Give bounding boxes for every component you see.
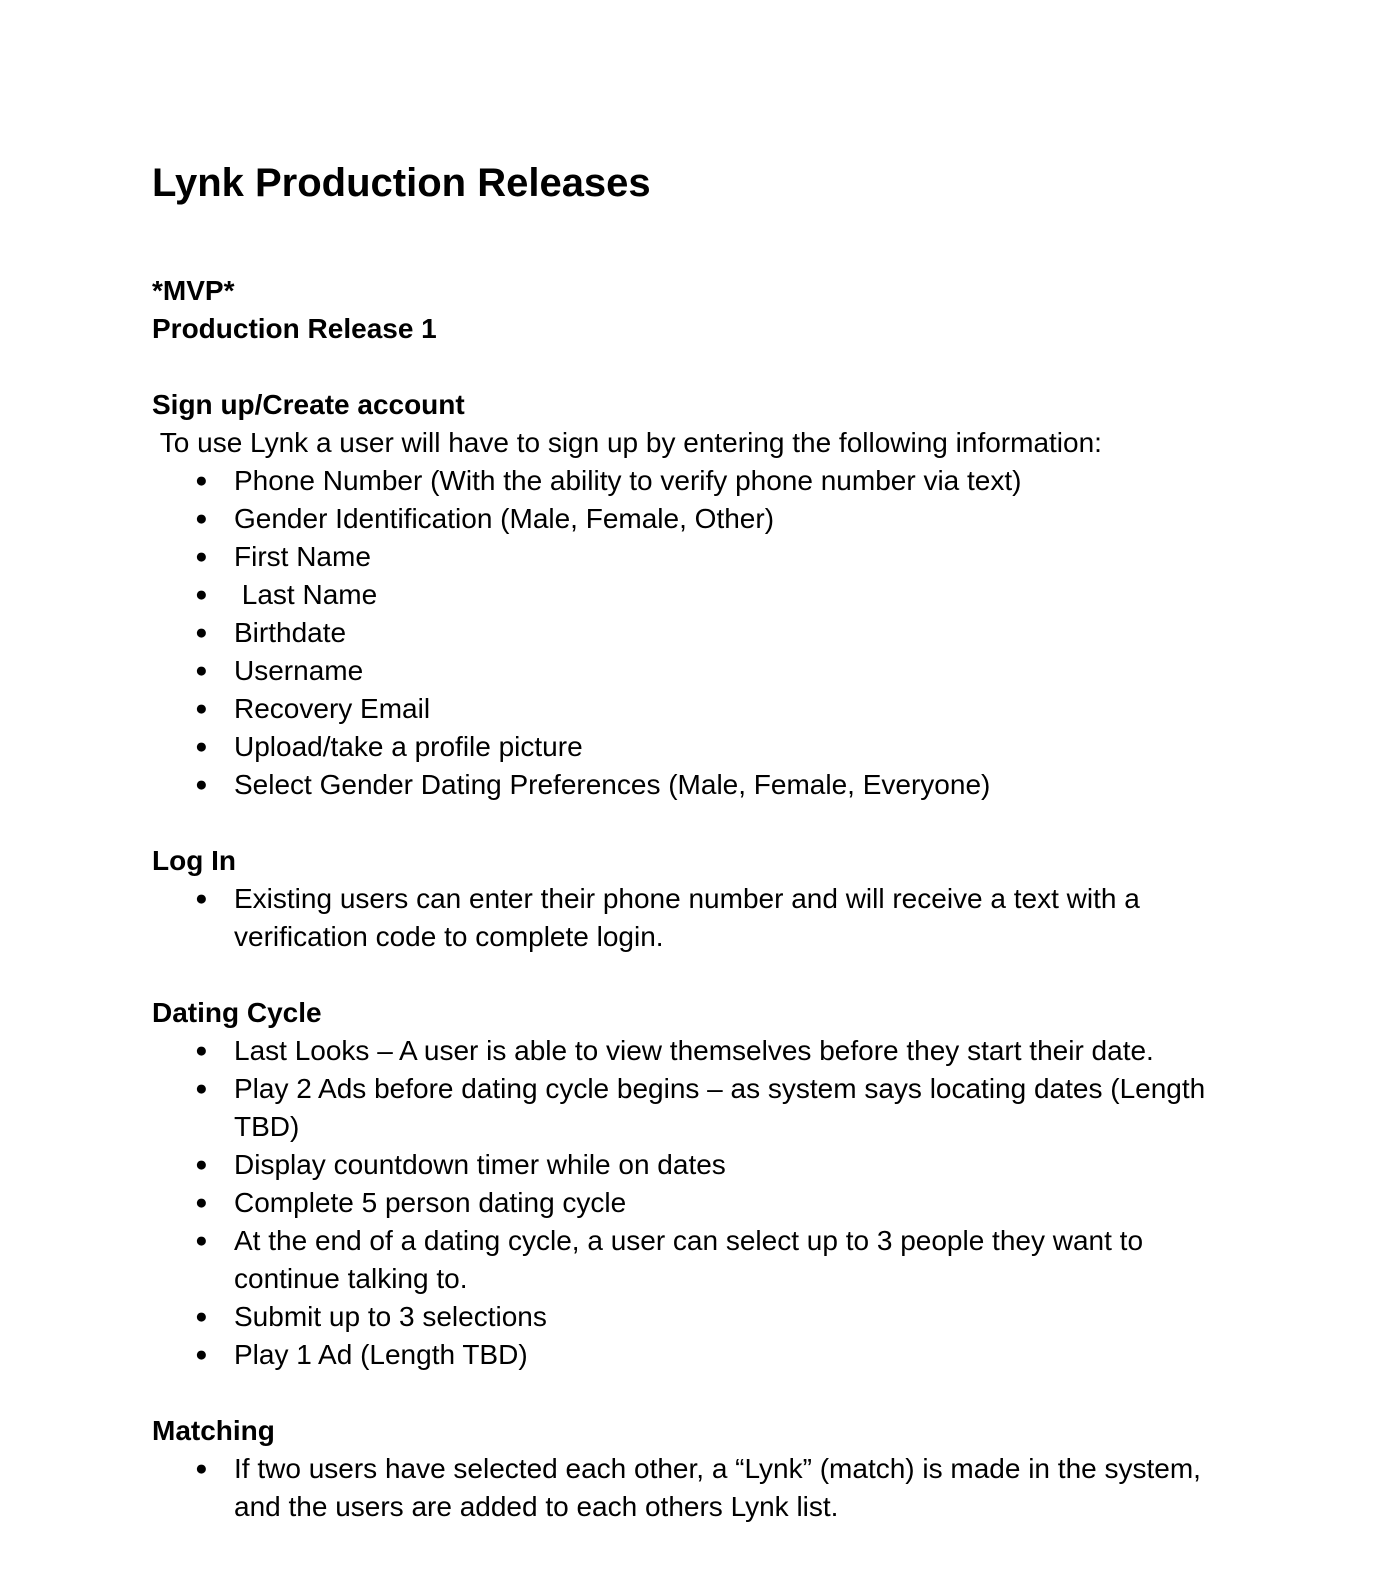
list-item bbox=[152, 1146, 1234, 1184]
bullet-list bbox=[152, 462, 1234, 804]
list-item bbox=[152, 538, 1234, 576]
bullet-text: Play 2 Ads before dating cycle begins – as system says locating dates (Length TBD) bbox=[234, 1073, 1213, 1142]
bullet-text: Recovery Email bbox=[234, 693, 431, 724]
bullet-icon: ● bbox=[195, 621, 208, 644]
bullet-icon: ● bbox=[195, 1153, 208, 1176]
bullet-list bbox=[152, 880, 1234, 956]
bullet-icon: ● bbox=[195, 545, 208, 568]
section-intro: To use Lynk a user will have to sign up by entering the following information: bbox=[152, 427, 1102, 458]
bullet-icon: ● bbox=[195, 887, 208, 910]
list-item bbox=[152, 1298, 1234, 1336]
list-item bbox=[152, 1070, 1234, 1146]
section-heading: Sign up/Create account bbox=[152, 389, 465, 420]
bullet-icon: ● bbox=[195, 469, 208, 492]
bullet-text: Submit up to 3 selections bbox=[234, 1301, 547, 1332]
section-dating-cycle bbox=[152, 994, 1234, 1374]
bullet-text: Phone Number (With the ability to verify phone number via text) bbox=[234, 465, 1022, 496]
bullet-text: Display countdown timer while on dates bbox=[234, 1149, 726, 1180]
list-item bbox=[152, 576, 1234, 614]
bullet-icon: ● bbox=[195, 1191, 208, 1214]
list-item bbox=[152, 462, 1234, 500]
bullet-text: If two users have selected each other, a “Lynk” (match) is made in the system, and the users are added to each others Lynk list. bbox=[234, 1453, 1209, 1522]
bullet-icon: ● bbox=[195, 735, 208, 758]
bullet-icon: ● bbox=[195, 583, 208, 606]
bullet-text: Last Name bbox=[234, 579, 378, 610]
bullet-text: Select Gender Dating Preferences (Male, Female, Everyone) bbox=[234, 769, 991, 800]
list-item bbox=[152, 1336, 1234, 1374]
list-item bbox=[152, 1184, 1234, 1222]
bullet-text: Last Looks – A user is able to view themselves before they start their date. bbox=[234, 1035, 1154, 1066]
bullet-icon: ● bbox=[195, 1077, 208, 1100]
release-label: Production Release 1 bbox=[152, 313, 437, 344]
list-item bbox=[152, 728, 1234, 766]
list-item bbox=[152, 1222, 1234, 1298]
list-item bbox=[152, 1450, 1234, 1526]
bullet-text: At the end of a dating cycle, a user can select up to 3 people they want to continue talking to. bbox=[234, 1225, 1151, 1294]
bullet-text: Play 1 Ad (Length TBD) bbox=[234, 1339, 528, 1370]
bullet-icon: ● bbox=[195, 1457, 208, 1480]
bullet-text: Username bbox=[234, 655, 364, 686]
section-matching bbox=[152, 1412, 1234, 1526]
bullet-icon: ● bbox=[195, 773, 208, 796]
list-item bbox=[152, 880, 1234, 956]
section-signup bbox=[152, 386, 1234, 804]
list-item bbox=[152, 766, 1234, 804]
list-item bbox=[152, 1032, 1234, 1070]
list-item bbox=[152, 652, 1234, 690]
bullet-text: Upload/take a profile picture bbox=[234, 731, 583, 762]
bullet-icon: ● bbox=[195, 1343, 208, 1366]
bullet-list bbox=[152, 1450, 1234, 1526]
bullet-text: Gender Identification (Male, Female, Other) bbox=[234, 503, 775, 534]
section-heading: Dating Cycle bbox=[152, 997, 322, 1028]
bullet-text: Existing users can enter their phone number and will receive a text with a verification code to complete login. bbox=[234, 883, 1148, 952]
bullet-list bbox=[152, 1032, 1234, 1374]
section-heading: Matching bbox=[152, 1415, 275, 1446]
mvp-label: *MVP* bbox=[152, 275, 235, 306]
section-heading: Log In bbox=[152, 845, 236, 876]
bullet-icon: ● bbox=[195, 507, 208, 530]
list-item bbox=[152, 614, 1234, 652]
document-title: Lynk Production Releases bbox=[152, 161, 651, 205]
bullet-icon: ● bbox=[195, 1305, 208, 1328]
section-login bbox=[152, 842, 1234, 956]
bullet-text: Complete 5 person dating cycle bbox=[234, 1187, 627, 1218]
bullet-text: Birthdate bbox=[234, 617, 347, 648]
bullet-icon: ● bbox=[195, 697, 208, 720]
bullet-icon: ● bbox=[195, 1039, 208, 1062]
list-item bbox=[152, 500, 1234, 538]
list-item bbox=[152, 690, 1234, 728]
bullet-text: First Name bbox=[234, 541, 371, 572]
bullet-icon: ● bbox=[195, 659, 208, 682]
bullet-icon: ● bbox=[195, 1229, 208, 1252]
